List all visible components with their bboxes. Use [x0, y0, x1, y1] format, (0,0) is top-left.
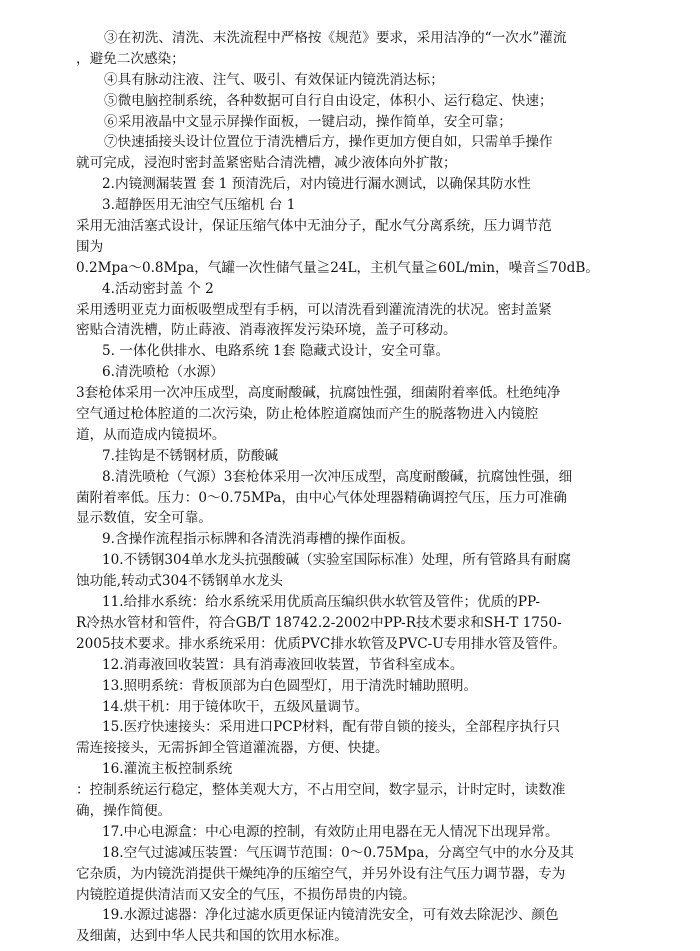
- text-line-4: ⑤微电脑控制系统，各种数据可自行自由设定，体积小、运行稳定、快速；: [104, 92, 553, 109]
- text-line-36: 16.灌流主板控制系统: [102, 761, 233, 778]
- text-line-42: 内镜腔道提供清洁而又安全的气压，不损伤昂贵的内镜。: [76, 886, 416, 903]
- text-line-19: 空气通过枪体腔道的二次污染，防止枪体腔道腐蚀而产生的脱落物进入内镜腔: [76, 406, 539, 423]
- text-line-32: 13.照明系统：背板顶部为白色圆型灯，用于清洗时辅助照明。: [102, 677, 478, 694]
- text-line-24: 显示数值，安全可靠。: [76, 510, 212, 527]
- text-line-21: 7.挂钩是不锈钢材质，防酸碱: [102, 447, 279, 464]
- text-line-5: ⑥采用液晶中文显示屏操作面板，一键启动，操作简单，安全可靠；: [104, 113, 512, 130]
- text-line-43: 19.水源过滤器：净化过滤水质更保证内镜清洗安全，可有效去除泥沙、颜色: [102, 907, 559, 924]
- text-line-30: 2005技术要求。排水系统采用：优质PVC排水软管及PVC-U专用排水管及管件。: [76, 635, 566, 652]
- text-line-10: 采用无油活塞式设计，保证压缩气体中无油分子，配水气分离系统，压力调节范: [76, 218, 552, 235]
- text-line-2: ，避免二次感染；: [76, 50, 185, 67]
- text-line-35: 需连接接头，无需拆卸全管道灌流器，方便、快捷。: [76, 740, 389, 757]
- text-line-16: 5. 一体化供排水、电路系统 1套 隐藏式设计，安全可靠。: [102, 343, 450, 360]
- text-line-41: 它杂质，为内镜洗消提供干燥纯净的压缩空气，并另外设有注气压力调节器，专为: [76, 865, 566, 882]
- text-line-29: R冷热水管材和管件，符合GB/T 18742.2-2002中PP-R技术要求和SH-T 1750-: [76, 614, 562, 631]
- text-line-20: 道，从而造成内镜损坏。: [76, 426, 226, 443]
- text-line-22: 8.清洗喷枪（气源）3套枪体采用一次冲压成型，高度耐酸碱，抗腐蚀性强，细: [102, 468, 573, 485]
- text-line-26: 10.不锈钢304单水龙头抗强酸碱（实验室国际标准）处理，所有管路具有耐腐: [102, 552, 571, 569]
- text-line-17: 6.清洗喷枪（水源）: [102, 364, 224, 381]
- text-line-40: 18.空气过滤减压装置：气压调节范围：0～0.75Mpa，分离空气中的水分及其: [102, 844, 574, 861]
- text-line-6: ⑦快速插接头设计位置位于清洗槽后方，操作更加方便自如，只需单手操作: [104, 134, 553, 151]
- text-line-11: 围为: [76, 238, 104, 255]
- text-line-1: ③在初洗、清洗、末洗流程中严格按《规范》要求，采用洁净的“一次水”灌流: [104, 30, 567, 46]
- text-line-18: 3套枪体采用一次冲压成型，高度耐酸碱，抗腐蚀性强，细菌附着率低。杜绝纯净: [76, 385, 561, 402]
- text-line-39: 17.中心电源盒：中心电源的控制，有效防止用电器在无人情况下出现异常。: [102, 823, 559, 840]
- text-line-8: 2.内镜测漏装置 套 1 预清洗后，对内镜进行漏水测试，以确保其防水性: [102, 176, 531, 193]
- text-line-27: 蚀功能,转动式304不锈钢单水龙头: [76, 573, 283, 590]
- text-line-3: ④具有脉动注液、注气、吸引、有效保证内镜洗消达标；: [104, 71, 444, 88]
- text-line-31: 12.消毒液回收装置：具有消毒液回收装置，节省科室成本。: [102, 656, 464, 673]
- text-line-28: 11.给排水系统：给水系统采用优质高压编织供水软管及管件；优质的PP-: [102, 594, 540, 611]
- text-line-44: 及细菌，达到中华人民共和国的饮用水标准。: [76, 928, 348, 945]
- text-line-38: 确，操作简便。: [76, 802, 172, 819]
- text-line-34: 15.医疗快速接头：采用进口PCP材料，配有带自锁的接头，全部程序执行只: [102, 719, 561, 736]
- text-line-23: 菌附着率低。压力：0～0.75MPa，由中心气体处理器精确调控气压，压力可准确: [76, 489, 567, 506]
- text-line-15: 密贴合清洗槽，防止蒔液、消毒液挥发污染环境，盖子可移动。: [76, 322, 457, 339]
- text-line-33: 14.烘干机：用于镜体吹干，五级风量调节。: [102, 698, 369, 715]
- text-line-14: 采用透明亚克力面板吸塑成型有手柄，可以清洗看到灌流清洗的状况。密封盖紧: [76, 301, 552, 318]
- text-line-37: ：控制系统运行稳定，整体美观大方，不占用空间，数字显示，计时定时，读数准: [76, 782, 566, 799]
- text-line-7: 就可完成，浸泡时密封盖紧密贴合清洗槽，减少液体向外扩散；: [76, 155, 457, 172]
- text-line-12: 0.2Mpa～0.8Mpa，气罐一次性储气量≧24L，主机气量≧60L/min，噪音≦70dB。: [76, 259, 599, 276]
- text-line-25: 9.含操作流程指示标牌和各清洗消毒槽的操作面板。: [102, 531, 415, 548]
- text-line-13: 4.活动密封盖 个 2: [102, 280, 214, 297]
- text-line-9: 3.超静医用无油空气压缩机 台 1: [102, 197, 296, 214]
